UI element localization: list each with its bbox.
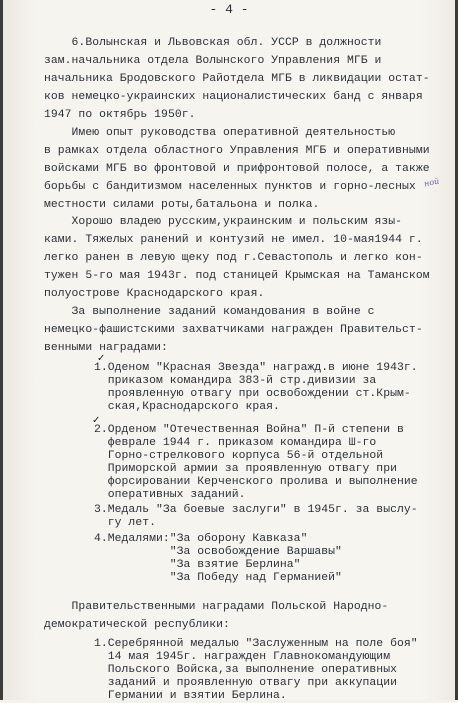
paragraph-line: войсками МГБ во фронтовой и прифронтовой полосе, а также (44, 163, 430, 175)
award-line: "За Победу над Германией" (94, 572, 342, 584)
paragraph-line: в рамках отдела областного Управления МГБ и оперативными (44, 145, 430, 157)
paragraph-line: За выполнение заданий командования в войне с (44, 306, 375, 318)
award-line: приказом командира 383-й стр.дивизии за (94, 375, 377, 387)
award-line: проявленную отвагу при освобождении ст.Крым- (94, 388, 411, 400)
award-line: форсировании Керченского пролива и выполнение (94, 476, 418, 488)
paragraph-line: борьбы с бандитизмом населенных пунктов и горно-лесных (44, 181, 416, 193)
paragraph-line: ками. Тяжелых ранений и контузий не имел. 10-мая1944 г. (44, 234, 423, 246)
award-line: "За освобождение Варшавы" (94, 546, 342, 558)
paragraph-line: зам.начальника отдела Волынского Управления МГБ и (44, 55, 382, 67)
paragraph-line: 1947 по октябрь 1950г. (44, 109, 196, 121)
paragraph-line: Хорошо владею русским,украинским и польским язы- (44, 216, 403, 228)
polish-intro-line: Правительственными наградами Польской Народно- (44, 601, 389, 613)
award-line: 4.Медалями:"За оборону Кавказа" (94, 533, 308, 545)
polish-award-line: Германии и взятии Берлина. (94, 690, 287, 702)
award-line: оперативных заданий. (94, 489, 246, 501)
paragraph-line: местности силами роты,батальона и полка. (44, 199, 320, 211)
award-line: гу лет. (94, 517, 156, 529)
award-line: 2.Орденом "Отечественная Война" П-й степени в (94, 424, 404, 436)
award-line: ская,Краснодарского края. (94, 401, 280, 413)
paragraph-line: начальника Бродовского Райотдела МГБ в ликвидации остат- (44, 73, 430, 85)
page-number: - 4 - (209, 2, 249, 17)
paragraph-line: тужен 5-го мая 1943г. под станицей Крымская на Таманском (44, 270, 430, 282)
award-line: 1.Оденом "Красная Звезда" награжд.в июне 1943г. (94, 362, 418, 374)
polish-award-line: 14 мая 1945г. награжден Главнокомандующим (94, 651, 391, 663)
paragraph-line: 6.Волынская и Львовская обл. УССР в должности (44, 37, 382, 49)
paragraph-line: венными наградами: (44, 342, 168, 354)
paragraph-line: полуострове Краснодарского края. (44, 288, 265, 300)
award-line: Горно-стрелкового корпуса 56-й отдельной (94, 450, 384, 462)
polish-award-line: заданий и проявленную отвагу при аккупации (94, 677, 397, 689)
checkmark: ✓ (97, 353, 106, 364)
award-line: 3.Медаль "За боевые заслуги" в 1945г. за выслу- (94, 504, 418, 516)
polish-award-line: Польского Войска,за выполнение оперативных (94, 664, 397, 676)
award-line: феврале 1944 г. приказом командира Ш-го (94, 437, 377, 449)
paragraph-line: ков немецко-украинских националистических банд с января (44, 91, 423, 103)
handwritten-note: ной (423, 176, 441, 189)
paragraph-line: немецко-фашистскими захватчиками награжден Правительст- (44, 324, 423, 336)
award-line: Приморской армии за проявленную отвагу при (94, 463, 397, 475)
polish-award-line: 1.Серебрянной медалью "Заслуженным на поле боя" (94, 638, 418, 650)
checkmark: ✓ (92, 415, 101, 426)
polish-intro-line: демократической республики: (44, 619, 230, 631)
paragraph-line: Имею опыт руководства оперативной деятельностью (44, 127, 396, 139)
award-line: "За взятие Берлина" (94, 559, 301, 571)
paragraph-line: легко ранен в левую щеку под г.Севастополь и легко кон- (44, 252, 423, 264)
left-scan-edge (0, 0, 3, 700)
